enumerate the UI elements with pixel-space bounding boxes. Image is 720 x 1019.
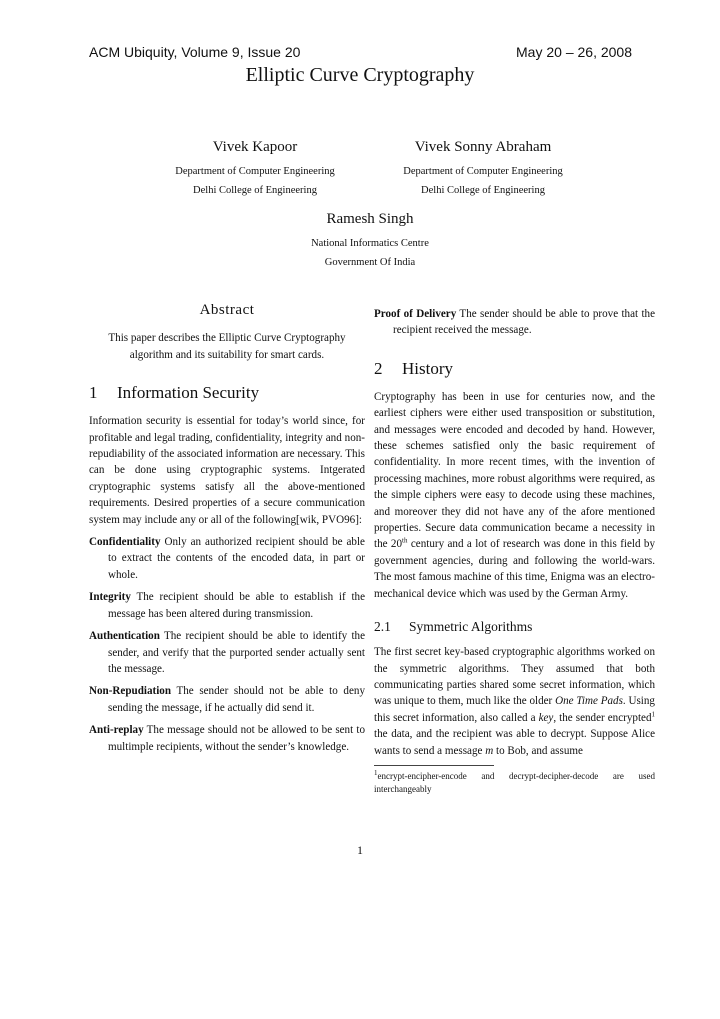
running-header-left: ACM Ubiquity, Volume 9, Issue 20 <box>89 44 301 60</box>
running-header-right: May 20 – 26, 2008 <box>516 44 632 60</box>
abstract-text: This paper describes the Elliptic Curve Cryptography algorithm and its suitability for smart cards. <box>108 332 346 361</box>
item-term: Integrity <box>89 591 131 604</box>
item-text: The recipient should be able to establish if the message has been altered during transmission. <box>108 591 365 620</box>
footnote <box>374 770 655 796</box>
author-block-2 <box>375 139 591 200</box>
right-column <box>374 302 655 796</box>
footnote-marker: 1 <box>374 768 378 777</box>
paragraph-text: The first secret key-based cryptographic algorithms worked on the symmetric algorithms. They assumed that both communicating parties shared some secret information, which was unique to them, much like the older <box>374 646 655 708</box>
paragraph-text: , the sender encrypted <box>553 711 652 724</box>
paragraph-text: . Using this secret information, also called a <box>374 695 655 724</box>
subsection-2-1-heading <box>374 618 655 636</box>
paper-title: Elliptic Curve Cryptography <box>245 64 475 86</box>
section-number: 1 <box>89 383 98 403</box>
list-item-confidentiality <box>89 534 365 583</box>
paragraph-text: century and a lot of research was done in this field by government agencies, during and following the world-wars. The most famous machine of this time, Enigma was an electro-mechanical device which was used by the German Army. <box>374 538 655 600</box>
author-block-1 <box>150 139 360 200</box>
footnote-text: encrypt-encipher-encode and decrypt-decipher-decode are used interchangeably <box>374 770 655 794</box>
author-affiliation: Department of Computer Engineering <box>403 166 563 177</box>
section-title: History <box>402 358 453 378</box>
item-text: Only an authorized recipient should be able to extract the contents of the encoded data, in part or whole. <box>108 536 365 581</box>
item-term: Anti-replay <box>89 724 144 737</box>
paragraph-text: Cryptography has been in use for centuries now, and the earliest ciphers were either used transposition or substitution, and messages were encoded and decoded by hand. However, these schemes satisfied only the basic requirement of confidentiality. In more recent times, with the invention of processing machines, more robust algorithms were required, as the simple ciphers were easy to decode using these machines, and moreover they did not have any of the afore mentioned properties. Secure data communication became a necessity in the 20 <box>374 390 655 551</box>
superscript: th <box>402 536 408 545</box>
subsection-number: 2.1 <box>374 619 391 635</box>
author-name: Ramesh Singh <box>326 211 414 227</box>
footnote-divider <box>374 765 494 766</box>
item-text: The message should not be allowed to be sent to multimple recipients, without the sender’s knowledge. <box>108 724 365 753</box>
section-2-heading <box>374 359 655 379</box>
item-text: The sender should not be able to deny sending the message, if he actually did send it. <box>108 685 365 714</box>
page-number: 1 <box>357 843 363 857</box>
item-text: The recipient should be able to identify the sender, and verify that the purported sender actually sent the message. <box>108 630 365 675</box>
section-title: Information Security <box>117 383 260 403</box>
emphasis-text: key <box>538 711 554 724</box>
abstract-heading: Abstract <box>199 302 255 318</box>
item-text: The sender should be able to prove that the recipient received the message. <box>393 308 656 337</box>
author-block-3 <box>260 211 480 272</box>
item-term: Confidentiality <box>89 536 161 549</box>
paragraph-text: the data, and the recipient was able to decrypt. Suppose Alice wants to send a message <box>374 728 655 757</box>
item-term: Proof of Delivery <box>374 308 457 320</box>
list-item-integrity <box>89 589 365 622</box>
item-term: Authentication <box>89 630 160 643</box>
subsection-2-1-paragraph <box>374 644 655 759</box>
author-affiliation: Delhi College of Engineering <box>193 185 317 196</box>
author-name: Vivek Sonny Abraham <box>414 139 552 155</box>
footnote-marker: 1 <box>651 710 655 719</box>
author-affiliation: Delhi College of Engineering <box>421 185 545 196</box>
list-item-non-repudiation <box>89 683 365 716</box>
author-affiliation: National Informatics Centre <box>311 238 429 249</box>
section-1-heading <box>89 383 365 403</box>
item-term: Non-Repudiation <box>89 685 171 698</box>
left-column <box>89 302 365 755</box>
list-item-proof-of-delivery <box>374 306 655 339</box>
emphasis-text: One Time Pads <box>555 695 623 708</box>
author-name: Vivek Kapoor <box>212 139 298 155</box>
paragraph-text: to Bob, and assume <box>493 744 583 757</box>
author-affiliation: Department of Computer Engineering <box>175 166 335 177</box>
author-affiliation: Government Of India <box>324 257 416 268</box>
section-number: 2 <box>374 358 383 378</box>
section-2-paragraph <box>374 389 655 602</box>
section-1-intro: Information security is essential for today’s world since, for profitable and legal trading, confidentiality, integrity and non-repudiability of the associated information are necessary. This can be done using cryptographic systems. Intgerated cryptographic systems satisfy all the above-mentioned requirements. Desired properties of a secure communication system may include any or all of the following[wik, PVO96]: <box>89 415 365 526</box>
list-item-anti-replay <box>89 722 365 755</box>
list-item-authentication <box>89 628 365 677</box>
subsection-title: Symmetric Algorithms <box>409 619 533 635</box>
emphasis-text: m <box>485 744 494 757</box>
